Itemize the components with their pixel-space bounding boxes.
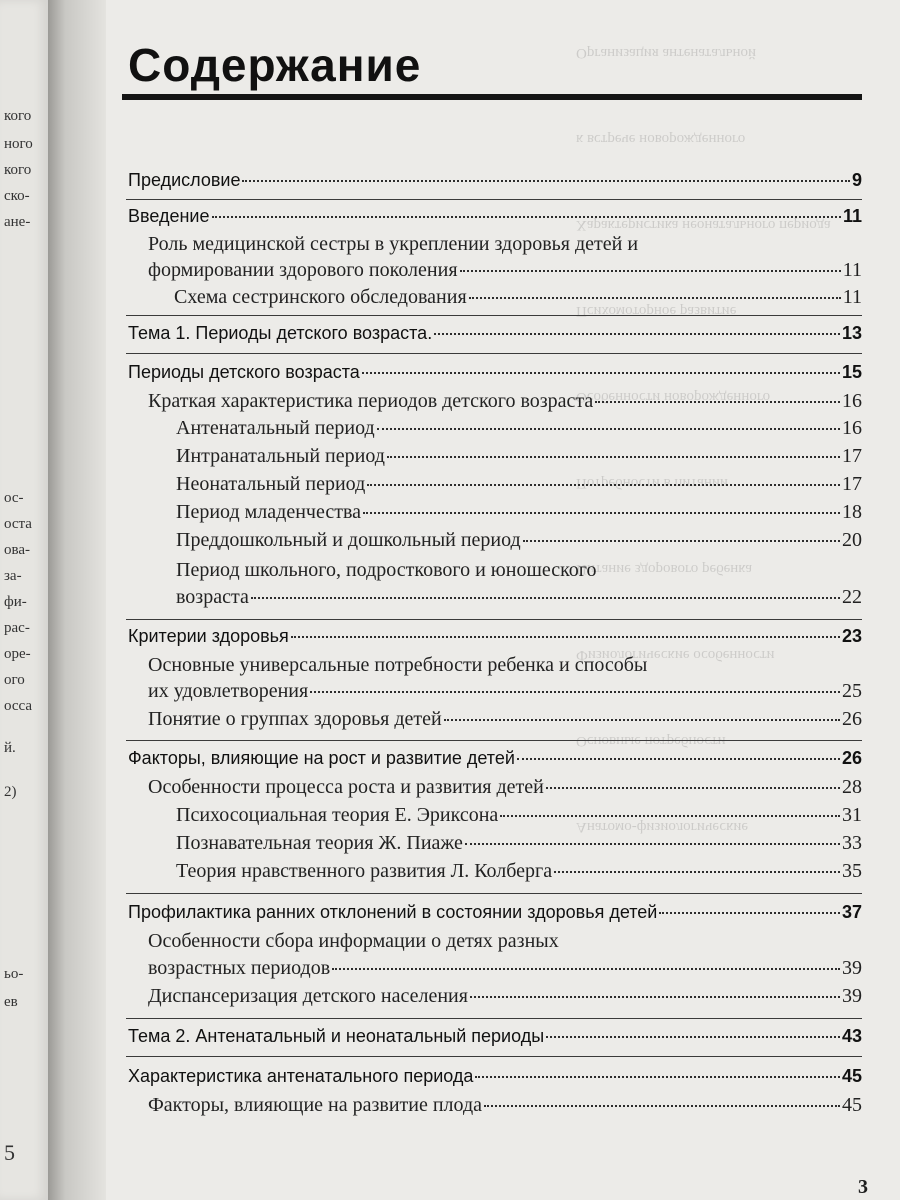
facing-page-text-fragment: кого: [4, 162, 32, 178]
toc-entry-nursing-scheme[interactable]: [174, 286, 862, 309]
toc-section-prevention[interactable]: [128, 902, 862, 923]
toc-entry-erikson[interactable]: [176, 804, 862, 827]
entry-page: 33: [842, 832, 862, 854]
toc-section-growth-factors[interactable]: [128, 748, 862, 769]
entry-title: Тема 2. Антенатальный и неонатальный периоды: [128, 1026, 545, 1046]
entry-title: возраста: [176, 586, 249, 608]
facing-page-text-fragment: ско-: [4, 188, 30, 204]
entry-title: Тема 1. Периоды детского возраста.: [128, 323, 433, 343]
toc-section-antenatal-characteristics[interactable]: [128, 1066, 862, 1087]
entry-title: Характеристика антенатального периода: [128, 1066, 474, 1086]
entry-title: Психосоциальная теория Е. Эриксона: [176, 804, 499, 826]
toc-entry-nurse-role[interactable]: [148, 259, 862, 282]
section-divider: [126, 740, 862, 741]
entry-page: 11: [842, 206, 862, 226]
show-through-line: Основные потребности: [576, 733, 726, 749]
dot-leader: [460, 270, 841, 272]
entry-title: Схема сестринского обследования: [174, 286, 467, 308]
section-divider: [126, 199, 862, 200]
facing-page-text-fragment: ного: [4, 136, 33, 152]
entry-title: Периоды детского возраста: [128, 362, 360, 382]
entry-title: Критерии здоровья: [128, 626, 289, 646]
toc-topic-2[interactable]: [128, 1026, 862, 1047]
facing-page-text-fragment: ого: [4, 672, 25, 688]
entry-page: 22: [842, 586, 862, 608]
toc-entry-preschool[interactable]: [176, 529, 862, 552]
entry-page: 23: [841, 626, 862, 646]
entry-page: 43: [841, 1026, 862, 1046]
entry-page: 17: [842, 445, 862, 467]
entry-title: Антенатальный период: [176, 417, 375, 439]
entry-page: 39: [842, 985, 862, 1007]
entry-title-line1: Период школьного, подросткового и юношеского: [176, 559, 597, 581]
entry-title: Введение: [128, 206, 210, 226]
facing-page-text-fragment: ев: [4, 994, 18, 1010]
entry-page: 25: [842, 680, 862, 702]
dot-leader: [523, 540, 840, 542]
entry-title: возрастных периодов: [148, 957, 331, 979]
entry-title: их удовлетворения: [148, 680, 309, 702]
entry-page: 45: [842, 1094, 862, 1116]
dot-leader: [659, 912, 840, 914]
entry-page: 11: [842, 259, 862, 281]
dot-leader: [554, 871, 840, 873]
toc-entry-universal-needs[interactable]: [148, 680, 862, 703]
dot-leader: [546, 1036, 840, 1038]
dot-leader: [367, 484, 840, 486]
show-through-line: Питание здорового ребенка: [576, 561, 753, 577]
toc-entry-kohlberg[interactable]: [176, 860, 862, 883]
toc-entry-school-age[interactable]: [176, 586, 862, 609]
dot-leader: [470, 996, 840, 998]
toc-section-age-periods[interactable]: [128, 362, 862, 383]
dot-leader: [475, 1076, 840, 1078]
toc-entry-piaget[interactable]: [176, 832, 862, 855]
entry-title: формировании здорового поколения: [148, 259, 458, 281]
entry-page: 45: [841, 1066, 862, 1086]
toc-entry-brief-characteristics[interactable]: [148, 390, 862, 413]
entry-title: Профилактика ранних отклонений в состоянии здоровья детей: [128, 902, 658, 922]
facing-page-text-fragment: оста: [4, 516, 32, 532]
dot-leader: [291, 636, 840, 638]
entry-page: 35: [842, 860, 862, 882]
toc-entry-neonatal[interactable]: [176, 473, 862, 496]
section-divider: [126, 1018, 862, 1019]
dot-leader: [310, 691, 840, 693]
dot-leader: [500, 815, 840, 817]
dot-leader: [387, 456, 840, 458]
show-through-line: Потребности в питании: [576, 475, 728, 491]
entry-title: Диспансеризация детского населения: [148, 985, 468, 1007]
dot-leader: [469, 297, 841, 299]
entry-page: 16: [842, 417, 862, 439]
toc-entry-info-collection[interactable]: [148, 957, 862, 980]
show-through-line: Анатомо-физиологические: [576, 819, 749, 835]
entry-title-line1: Основные универсальные потребности ребенка и способы: [148, 654, 648, 676]
dot-leader: [444, 719, 840, 721]
entry-title: Неонатальный период: [176, 473, 366, 495]
toc-entry-intranatal[interactable]: [176, 445, 862, 468]
entry-page: 37: [841, 902, 862, 922]
facing-page-text-fragment: ьо-: [4, 966, 24, 982]
toc-topic-1[interactable]: [128, 323, 862, 344]
toc-section-health-criteria[interactable]: [128, 626, 862, 647]
facing-page-text-fragment: й.: [4, 740, 16, 756]
page-title: Содержание: [128, 39, 422, 91]
entry-title: Факторы, влияющие на рост и развитие детей: [128, 748, 515, 768]
show-through-line: Психомоторное развитие: [576, 303, 737, 319]
entry-page: 39: [842, 957, 862, 979]
show-through-line: Физиологические особенности: [576, 647, 775, 663]
facing-page-text-fragment: оре-: [4, 646, 31, 662]
entry-page: 26: [841, 748, 862, 768]
toc-entry-fetal-factors[interactable]: [148, 1094, 862, 1117]
section-divider: [126, 893, 862, 894]
toc-entry-infancy[interactable]: [176, 501, 862, 524]
title-rule: [122, 94, 862, 100]
entry-page: 17: [842, 473, 862, 495]
facing-page-text-fragment: 5: [4, 1140, 15, 1165]
entry-title: Понятие о группах здоровья детей: [148, 708, 442, 730]
show-through-line: Характеристика неонатального периода: [576, 217, 831, 233]
entry-title: Факторы, влияющие на развитие плода: [148, 1094, 483, 1116]
entry-title: Познавательная теория Ж. Пиаже: [176, 832, 463, 854]
entry-page: 31: [842, 804, 862, 826]
facing-page-text-fragment: ос-: [4, 490, 24, 506]
dot-leader: [363, 512, 840, 514]
dot-leader: [546, 787, 840, 789]
entry-page: 16: [842, 390, 862, 412]
entry-page: 28: [842, 776, 862, 798]
show-through-line: Организация антенатальной: [576, 45, 757, 61]
facing-page-text-fragment: кого: [4, 108, 32, 124]
entry-title: Период младенчества: [176, 501, 361, 523]
section-divider: [126, 353, 862, 354]
entry-title: Особенности процесса роста и развития детей: [148, 776, 544, 798]
toc-entry-antenatal[interactable]: [176, 417, 862, 440]
entry-page: 13: [841, 323, 862, 343]
toc-entry-growth-process[interactable]: [148, 776, 862, 799]
facing-page-text-fragment: за-: [4, 568, 22, 584]
entry-page: 20: [842, 529, 862, 551]
toc-section-introduction[interactable]: [128, 206, 862, 227]
entry-title-line1: Роль медицинской сестры в укреплении здоровья детей и: [148, 233, 639, 255]
dot-leader: [484, 1105, 840, 1107]
entry-page: 26: [842, 708, 862, 730]
dot-leader: [434, 333, 840, 335]
entry-title: Краткая характеристика периодов детского возраста: [148, 390, 594, 412]
entry-page: 18: [842, 501, 862, 523]
toc-entry-dispensary[interactable]: [148, 985, 862, 1008]
dot-leader: [251, 597, 840, 599]
dot-leader: [212, 216, 841, 218]
entry-title: Преддошкольный и дошкольный период: [176, 529, 521, 551]
facing-page-fragment: [0, 0, 49, 1200]
entry-title: Теория нравственного развития Л. Колберга: [176, 860, 553, 882]
dot-leader: [377, 428, 840, 430]
show-through-line: к встрече новорожденного: [576, 131, 746, 147]
facing-page-text-fragment: рас-: [4, 620, 30, 636]
section-divider: [126, 1056, 862, 1057]
facing-page-text-fragment: ане-: [4, 214, 31, 230]
dot-leader: [242, 180, 850, 182]
facing-page-text-fragment: осса: [4, 698, 33, 714]
toc-section-foreword[interactable]: [128, 170, 862, 191]
entry-page: 15: [841, 362, 862, 382]
dot-leader: [595, 401, 840, 403]
dot-leader: [362, 372, 840, 374]
book-gutter: [48, 0, 106, 1200]
page-number: 3: [858, 1176, 868, 1198]
dot-leader: [465, 843, 840, 845]
entry-title: Предисловие: [128, 170, 241, 190]
entry-title: Интранатальный период: [176, 445, 385, 467]
entry-page: 11: [842, 286, 862, 308]
toc-entry-health-groups[interactable]: [148, 708, 862, 731]
section-divider: [126, 619, 862, 620]
dot-leader: [332, 968, 840, 970]
entry-page: 9: [851, 170, 862, 190]
facing-page-text-fragment: ова-: [4, 542, 31, 558]
section-divider: [126, 315, 862, 316]
facing-page-text-fragment: 2): [4, 784, 17, 800]
dot-leader: [517, 758, 840, 760]
facing-page-text-fragment: фи-: [4, 594, 27, 610]
toc-page: [106, 0, 900, 1200]
show-through-line: Особенности новорожденного: [576, 389, 771, 405]
entry-title-line1: Особенности сбора информации о детях разных: [148, 930, 559, 952]
